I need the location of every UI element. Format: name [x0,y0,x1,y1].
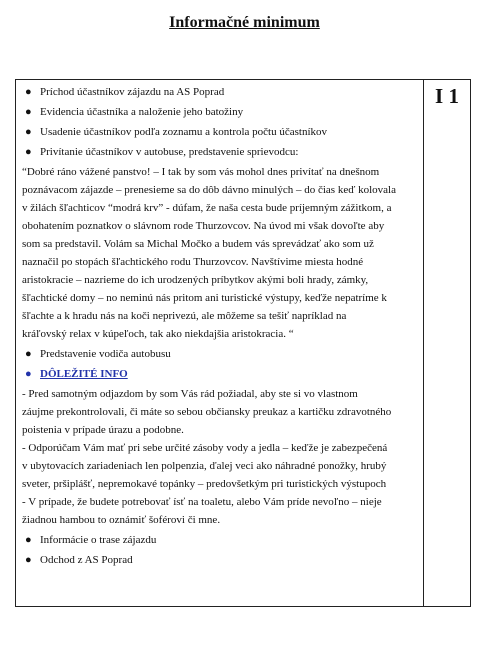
bullet-icon: ● [25,554,32,566]
important-heading: DÔLEŽITÉ INFO [40,368,128,380]
bullet-icon: ● [25,126,32,138]
dash-line: v ubytovacích zariadeniach len polpenzia, ďalej veci ako náhradné ponožky, hrubý [22,460,387,472]
list-item-text: Informácie o trase zájazdu [40,534,157,546]
bullet-icon: ● [25,106,32,118]
dash-line: poistenia v prípade úrazu a podobne. [22,424,184,436]
dash-item [22,385,420,439]
list-item-text: Odchod z AS Poprad [40,554,133,566]
dash-line: sveter, pršiplášť, nepremokavé topánky – predovšetkým pri turistických výstupoch [22,478,387,490]
list-item [22,551,420,569]
list-item [22,531,420,549]
list-item-text: Evidencia účastníka a naloženie jeho batožiny [40,106,244,118]
bullet-icon: ● [25,534,32,546]
dash-line: žiadnou hambou to oznámiť šoférovi či mne. [22,514,221,526]
bullet-icon: ● [25,348,32,360]
list-item [22,345,420,363]
dash-item [22,439,420,493]
list-item-text: Príchod účastníkov zájazdu na AS Poprad [40,86,225,98]
speech-line: aristokracie – nazrieme do ich urodzených príbytkov akými boli hrady, zámky, [22,274,369,286]
bullet-icon: ● [25,146,32,158]
page-title: Informačné minimum [169,14,320,31]
list-item [22,143,420,161]
main-cell [22,83,420,571]
speech-line: v žilách šľachticov “modrá krv” - dúfam, že naša cesta bude príjemným zážitkom, a [22,202,392,214]
dash-line: záujme prekontrolovali, či máte so sebou občiansky preukaz a kartičku zdravotného [22,406,392,418]
speech-line: “Dobré ráno vážené panstvo! – I tak by som vás mohol dnes privítať na dnešnom [22,166,380,178]
speech-line: kráľovský relax v kúpeľoch, tak ako niekdajšia aristokracia. “ [22,328,294,340]
dash-line: - Odporúčam Vám mať pri sebe určité zásoby vody a jedla – keďže je zabezpečená [22,442,388,454]
speech-line: naznačil po stopách šľachtického rodu Thurzovcov. Navštívime miesta hodné [22,256,364,268]
list-item [22,103,420,121]
speech-line: som sa predstavil. Volám sa Michal Močko a budem vás sprevádzať ako som už [22,238,374,250]
list-item [22,83,420,101]
dash-item [22,493,420,529]
speech-line: šľachtické domy – no neminú nás pritom ani turistické výstupy, keďže nepatríme k [22,292,387,304]
section-code: I 1 [435,84,459,108]
column-divider [423,80,424,606]
important-heading-item [22,365,420,383]
dash-line: - V prípade, že budete potrebovať ísť na toaletu, alebo Vám príde nevoľno – nieje [22,496,382,508]
dash-line: - Pred samotným odjazdom by som Vás rád požiadal, aby ste si vo vlastnom [22,388,358,400]
info-table [15,79,471,607]
list-item-text: Privítanie účastníkov v autobuse, predstavenie sprievodcu: [40,146,299,158]
list-item-text: Predstavenie vodiča autobusu [40,348,171,360]
guide-speech [22,163,420,343]
bullet-icon: ● [25,86,32,98]
bullet-icon: ● [25,368,32,380]
speech-line: šľachte a k hradu nás na koči neprivezú, ale môžeme sa tešiť napríklad na [22,310,347,322]
speech-line: poznávacom zájazde – prenesieme sa do dôb dávno minulých – do čias keď kolovala [22,184,396,196]
list-item [22,123,420,141]
speech-line: obohatením poznatkov o slávnom rode Thurzovcov. Na úvod mi však dovoľte aby [22,220,385,232]
list-item-text: Usadenie účastníkov podľa zoznamu a kontrola počtu účastníkov [40,126,328,138]
